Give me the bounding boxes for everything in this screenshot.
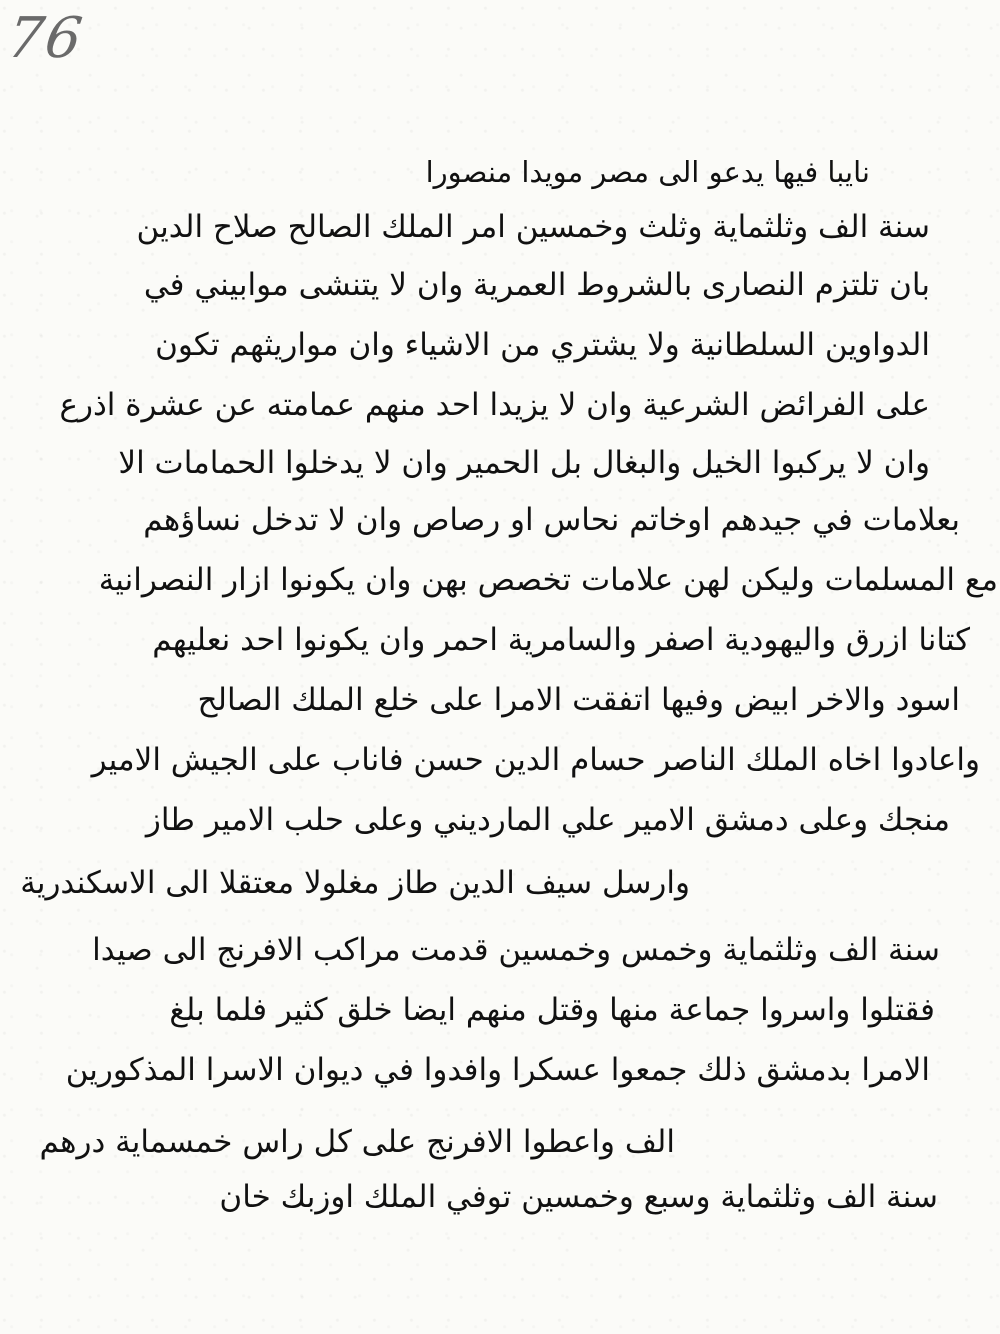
manuscript-line-11: واعادوا اخاه الملك الناصر حسام الدين حسن فاناب على الجيش الامير xyxy=(91,742,980,778)
manuscript-line-9: كتانا ازرق واليهودية اصفر والسامرية احمر وان يكونوا احد نعليهم xyxy=(152,622,970,658)
folio-number: 76 xyxy=(3,6,88,71)
manuscript-line-8: مع المسلمات وليكن لهن علامات تخصص بهن وان يكونوا ازار النصرانية xyxy=(98,562,998,598)
manuscript-line-14: سنة الف وثلثماية وخمس وخمسين قدمت مراكب الافرنج الى صيدا xyxy=(92,932,940,968)
manuscript-line-12: منجك وعلى دمشق الامير علي المارديني وعلى حلب الامير طاز xyxy=(145,802,950,838)
manuscript-line-13: وارسل سيف الدين طاز مغلولا معتقلا الى الاسكندرية xyxy=(20,865,690,901)
manuscript-line-4: الدواوين السلطانية ولا يشتري من الاشياء وان مواريثهم تكون xyxy=(155,327,930,363)
manuscript-line-18: سنة الف وثلثماية وسبع وخمسين توفي الملك اوزبك خان xyxy=(219,1179,938,1215)
manuscript-line-1: نايبا فيها يدعو الى مصر مويدا منصورا xyxy=(425,155,870,189)
manuscript-line-15: فقتلوا واسروا جماعة منها وقتل منهم ايضا خلق كثير فلما بلغ xyxy=(169,992,935,1028)
manuscript-line-16: الامرا بدمشق ذلك جمعوا عسكرا وافدوا في ديوان الاسرا المذكورين xyxy=(65,1052,930,1088)
manuscript-line-7: بعلامات في جيدهم اوخاتم نحاس او رصاص وان لا تدخل نساؤهم xyxy=(143,502,960,538)
manuscript-line-10: اسود والاخر ابيض وفيها اتفقت الامرا على خلع الملك الصالح xyxy=(197,682,960,718)
manuscript-line-5: على الفرائض الشرعية وان لا يزيدا احد منهم عمامته عن عشرة اذرع xyxy=(59,387,930,423)
manuscript-line-2: سنة الف وثلثماية وثلث وخمسين امر الملك الصالح صلاح الدين xyxy=(136,209,930,245)
manuscript-line-6: وان لا يركبوا الخيل والبغال بل الحمير وان لا يدخلوا الحمامات الا xyxy=(118,445,930,481)
manuscript-line-17: الف واعطوا الافرنج على كل راس خمسماية درهم xyxy=(39,1124,675,1160)
manuscript-line-3: بان تلتزم النصارى بالشروط العمرية وان لا يتنشى موابيني في xyxy=(143,267,930,303)
